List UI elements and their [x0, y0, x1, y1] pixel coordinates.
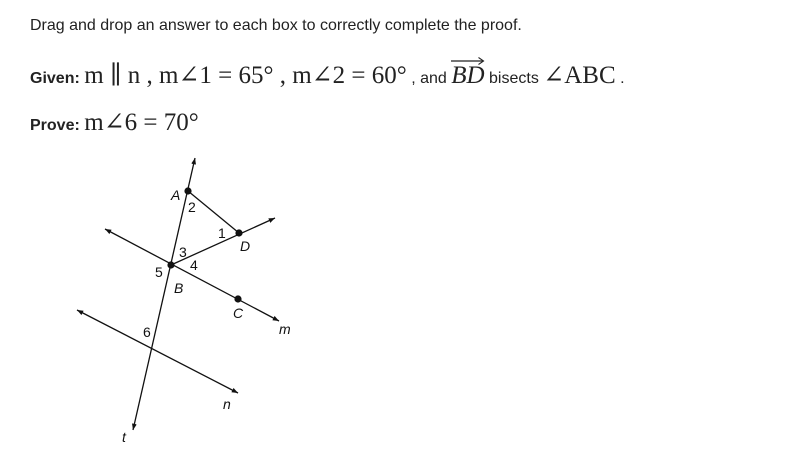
angle-label-3: 3: [179, 244, 187, 260]
given-math: m ∥ n , m∠1 = 65° , m∠2 = 60°: [84, 62, 407, 89]
label-d: D: [240, 238, 251, 254]
point-c: [234, 295, 241, 302]
given-label: Given:: [30, 70, 80, 87]
prove-math: m∠6 = 70°: [84, 109, 199, 136]
point-b: [167, 261, 174, 268]
prove-label: Prove:: [30, 117, 80, 134]
angle-label-4: 4: [190, 257, 198, 273]
label-b: B: [174, 280, 184, 296]
ray-bd-label: BD: [451, 62, 485, 89]
given-period: .: [620, 70, 625, 87]
point-d: [235, 229, 242, 236]
angle-label-5: 5: [155, 264, 163, 280]
angle-label-6: 6: [143, 324, 151, 340]
instruction-text: Drag and drop an answer to each box to correctly complete the proof.: [30, 17, 522, 34]
label-c: C: [233, 305, 244, 321]
line-m: [105, 229, 279, 321]
angle-label-2: 2: [188, 199, 196, 215]
bisects-text: bisects: [489, 70, 539, 87]
line-t: [133, 158, 195, 430]
label-n: n: [223, 396, 231, 412]
label-a: A: [171, 187, 181, 203]
point-a: [184, 187, 191, 194]
angle-abc: ∠ABC: [543, 62, 616, 89]
angle-label-1: 1: [218, 225, 226, 241]
label-t: t: [122, 429, 126, 445]
given-and-text: , and: [411, 70, 447, 87]
label-m: m: [279, 321, 291, 337]
